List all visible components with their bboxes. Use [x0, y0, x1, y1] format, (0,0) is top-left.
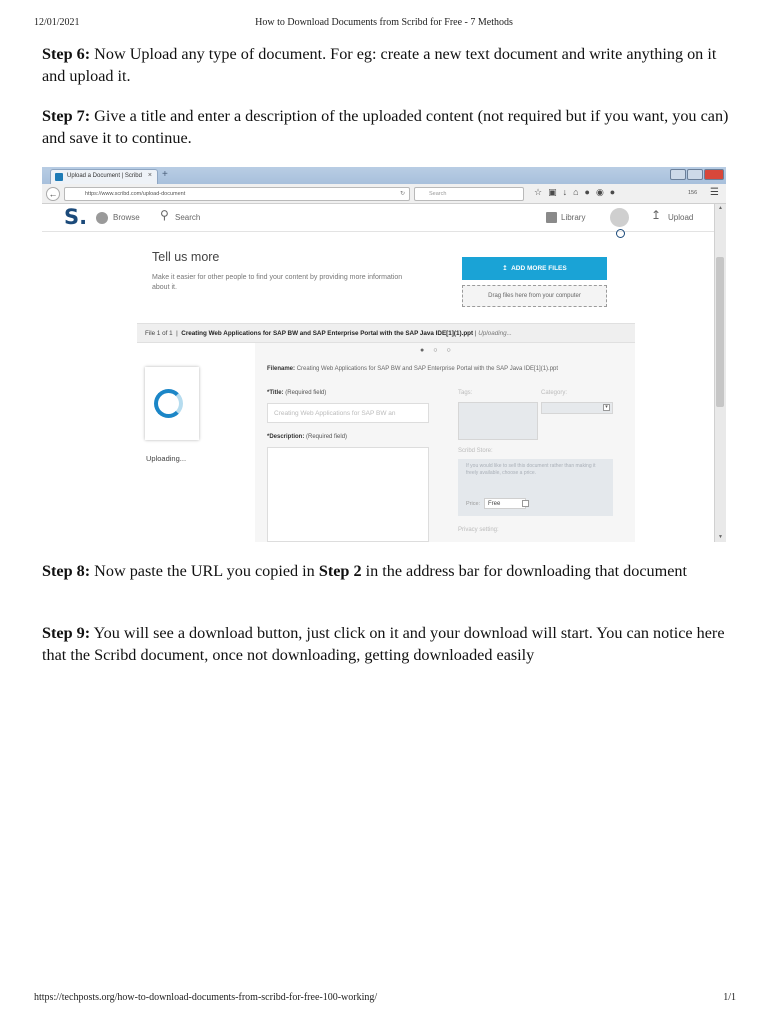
library-link[interactable]: Library [561, 213, 586, 222]
step-9-paragraph [42, 623, 732, 666]
browser-toolbar-icons[interactable]: ☆▣↓⌂●◉● [534, 187, 622, 197]
step-6-text: Now Upload any type of document. For eg: create a new text document and write anything on it and upload it. [42, 45, 717, 85]
upload-link[interactable]: Upload [668, 213, 694, 222]
back-arrow-icon[interactable]: ← [46, 187, 60, 201]
tags-input[interactable] [458, 402, 538, 440]
avatar[interactable] [610, 208, 629, 227]
step-8-reference: Step 2 [318, 562, 362, 580]
tags-label: Tags: [458, 390, 473, 396]
window-title-bar [42, 167, 726, 184]
search-link[interactable]: Search [175, 213, 201, 222]
file-status-bar: File 1 of 1 | Creating Web Applications for SAP BW and SAP Enterprise Portal with the SAP Java IDE[1](1).ppt | Uploading... [137, 323, 635, 343]
privacy-label: Privacy setting: [458, 527, 499, 533]
step-8-label: Step 8: [42, 562, 91, 580]
browse-link[interactable]: Browse [113, 213, 140, 222]
print-date: 12/01/2021 [34, 17, 80, 28]
price-select[interactable]: Free [484, 498, 526, 509]
tell-us-more-heading: Tell us more [152, 250, 220, 264]
add-more-files-label: ADD MORE FILES [511, 265, 567, 272]
step-6-label: Step 6: [42, 45, 91, 63]
search-icon[interactable]: ⚲ [160, 208, 169, 222]
hamburger-menu-icon[interactable]: ☰ [710, 187, 719, 198]
scroll-up-icon[interactable]: ▲ [718, 205, 723, 211]
new-tab-icon[interactable]: + [162, 169, 168, 180]
title-input[interactable]: Creating Web Applications for SAP BW an [267, 403, 429, 423]
filename-value: Creating Web Applications for SAP BW and SAP Enterprise Portal with the SAP Java IDE[1](1).ppt [296, 366, 559, 372]
url-text: https://www.scribd.com/upload-document [85, 191, 186, 197]
address-bar[interactable] [64, 187, 410, 201]
tell-us-more-description: Make it easier for other people to find your content by providing more information about it. [152, 274, 403, 291]
compass-icon[interactable] [96, 212, 108, 224]
tab-title: Upload a Document | Scribd [67, 173, 142, 179]
price-chevron-icon[interactable] [522, 500, 529, 507]
store-description: If you would like to sell this document rather than making it freely available, choose a price. [466, 463, 596, 476]
source-url[interactable]: https://techposts.org/how-to-download-documents-from-scribd-for-free-100-working/ [34, 992, 378, 1003]
scroll-down-icon[interactable]: ▼ [718, 534, 723, 540]
category-label: Category: [541, 390, 568, 396]
step-9-label: Step 9: [42, 624, 91, 642]
title-label: *Title: [267, 390, 284, 396]
description-field-label [267, 434, 347, 440]
loading-spinner-icon [154, 389, 183, 418]
file-count: File 1 of 1 [145, 330, 173, 337]
browser-tab[interactable] [50, 169, 158, 184]
scribd-header [42, 204, 714, 232]
reload-icon[interactable]: ↻ [399, 191, 405, 197]
maximize-icon[interactable] [687, 169, 703, 180]
browser-toolbar [42, 184, 726, 204]
scribd-logo[interactable]: S. [64, 205, 88, 229]
step-6-paragraph [42, 44, 732, 87]
browser-search-input[interactable] [414, 187, 524, 201]
title-field-label [267, 390, 326, 396]
filename-label: Filename: [267, 366, 296, 372]
step-8-paragraph [42, 561, 732, 583]
scribd-favicon-icon [55, 173, 63, 181]
step-7-paragraph [42, 106, 732, 149]
scrollbar-thumb[interactable] [716, 257, 724, 407]
tab-close-icon[interactable]: × [147, 172, 152, 179]
step-8-text-before: Now paste the URL you copied in [90, 562, 319, 580]
search-placeholder: Search [429, 191, 447, 197]
minimize-icon[interactable] [670, 169, 686, 180]
upload-icon[interactable]: ↥ [651, 208, 662, 222]
price-label: Price: [466, 501, 481, 507]
description-label: *Description: [267, 434, 305, 440]
step-9-text: You will see a download button, just click on it and your download will start. You can notice here that the Scribd document, once not downloading, getting downloaded easily [42, 624, 725, 664]
add-more-files-button[interactable]: ↥ ADD MORE FILES [462, 257, 607, 280]
title-hint: (Required field) [285, 390, 327, 396]
page-number: 1/1 [723, 992, 736, 1003]
library-icon[interactable] [546, 212, 557, 223]
description-hint: (Required field) [306, 434, 348, 440]
pagination-dots[interactable]: ●○○ [420, 347, 460, 354]
step-7-label: Step 7: [42, 107, 91, 125]
window-close-icon[interactable] [704, 169, 724, 180]
step-7-text: Give a title and enter a description of the uploaded content (not required but if you want, you can) and save it to continue. [42, 107, 729, 147]
chevron-down-icon[interactable]: ▾ [603, 404, 610, 411]
description-textarea[interactable] [267, 447, 429, 542]
uploading-label: Uploading... [146, 454, 187, 463]
file-name: Creating Web Applications for SAP BW and SAP Enterprise Portal with the SAP Java IDE[1](1).ppt [181, 330, 474, 337]
store-label: Scribd Store: [458, 448, 493, 454]
help-icon[interactable] [616, 229, 625, 238]
toolbar-count-badge: 156 [688, 190, 698, 196]
print-title: How to Download Documents from Scribd for Free - 7 Methods [255, 17, 513, 28]
step-8-text-after: in the address bar for downloading that document [361, 562, 688, 580]
upload-page-screenshot [42, 167, 726, 542]
file-upload-status: Uploading... [478, 330, 512, 337]
file-drop-zone[interactable]: Drag files here from your computer [462, 285, 607, 307]
filename-row [267, 366, 558, 372]
